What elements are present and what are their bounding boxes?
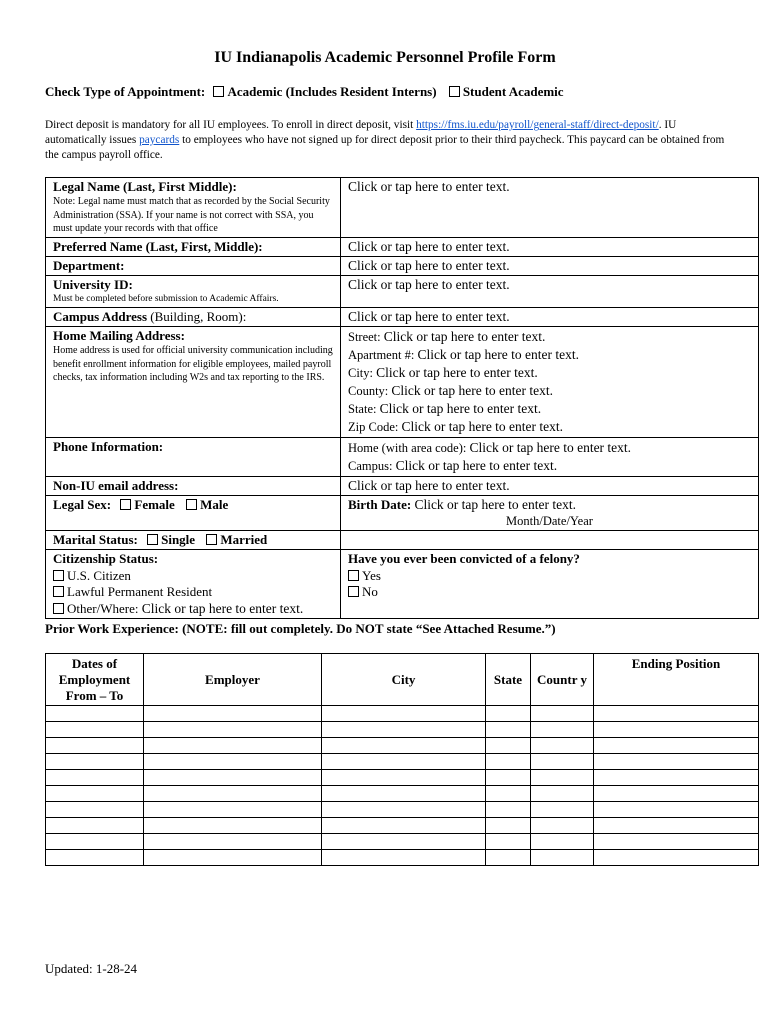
work-cell[interactable] bbox=[486, 818, 531, 834]
city-input[interactable]: Click or tap here to enter text. bbox=[376, 365, 538, 380]
email-row bbox=[46, 477, 759, 496]
work-cell[interactable] bbox=[594, 850, 759, 866]
felony-yes-label: Yes bbox=[362, 567, 381, 583]
legal-name-row bbox=[46, 178, 759, 238]
work-cell[interactable] bbox=[322, 802, 486, 818]
other-input[interactable]: Click or tap here to enter text. bbox=[141, 600, 304, 616]
phone-row bbox=[46, 438, 759, 477]
phone-label: Phone Information: bbox=[46, 438, 341, 477]
married-label: Married bbox=[220, 532, 268, 547]
marital-label: Marital Status: bbox=[53, 532, 138, 547]
work-cell[interactable] bbox=[531, 738, 594, 754]
citizenship-row bbox=[46, 550, 759, 619]
table-row bbox=[46, 786, 759, 802]
work-cell[interactable] bbox=[144, 802, 322, 818]
apartment-input[interactable]: Click or tap here to enter text. bbox=[417, 347, 580, 362]
table-row bbox=[46, 770, 759, 786]
university-id-input[interactable]: Click or tap here to enter text. bbox=[348, 276, 510, 292]
legal-name-note: Note: Legal name must match that as recorded by the Social Security Administration (SSA). If your name is not correct with SSA, you must update your records with that office bbox=[53, 196, 330, 234]
married-checkbox[interactable] bbox=[206, 534, 217, 545]
preferred-name-label: Preferred Name (Last, First, Middle): bbox=[46, 237, 341, 256]
work-cell[interactable] bbox=[486, 786, 531, 802]
direct-deposit-link[interactable]: https://fms.iu.edu/payroll/general-staff/direct-deposit/ bbox=[416, 119, 659, 131]
sex-birth-row bbox=[46, 496, 759, 531]
department-input[interactable]: Click or tap here to enter text. bbox=[348, 257, 510, 273]
legal-name-label: Legal Name (Last, First Middle): bbox=[53, 179, 237, 194]
work-cell[interactable] bbox=[594, 754, 759, 770]
work-cell[interactable] bbox=[594, 818, 759, 834]
deposit-text-3: to employees who have not signed up for direct deposit prior to their third paycheck. This paycard can be obtained from the campus payroll office. bbox=[45, 134, 725, 161]
deposit-text-1: Direct deposit is mandatory for all IU employees. To enroll in direct deposit, visit bbox=[45, 119, 417, 131]
felony-no-checkbox[interactable] bbox=[348, 586, 359, 597]
male-label: Male bbox=[200, 497, 229, 512]
campus-phone-label: Campus: bbox=[348, 459, 396, 473]
student-academic-option-label: Student Academic bbox=[462, 84, 564, 99]
marital-empty-cell bbox=[341, 531, 759, 550]
updated-date: Updated: 1-28-24 bbox=[45, 961, 138, 976]
work-cell[interactable] bbox=[46, 754, 144, 770]
col-state: State bbox=[486, 654, 531, 706]
lpr-checkbox[interactable] bbox=[53, 586, 64, 597]
work-cell[interactable] bbox=[594, 738, 759, 754]
table-row bbox=[46, 850, 759, 866]
university-id-label: University ID: bbox=[53, 276, 133, 292]
work-cell[interactable] bbox=[144, 850, 322, 866]
email-input[interactable]: Click or tap here to enter text. bbox=[348, 478, 510, 493]
work-cell[interactable] bbox=[531, 850, 594, 866]
work-cell[interactable] bbox=[46, 834, 144, 850]
single-label: Single bbox=[161, 532, 196, 547]
city-label: City: bbox=[348, 366, 377, 380]
work-cell[interactable] bbox=[144, 786, 322, 802]
work-cell[interactable] bbox=[531, 818, 594, 834]
legal-sex-label: Legal Sex: bbox=[53, 497, 112, 512]
felony-yes-checkbox[interactable] bbox=[348, 570, 359, 581]
work-cell[interactable] bbox=[531, 722, 594, 738]
work-cell[interactable] bbox=[144, 818, 322, 834]
work-cell[interactable] bbox=[531, 770, 594, 786]
campus-address-input[interactable]: Click or tap here to enter text. bbox=[348, 309, 510, 324]
state-label: State: bbox=[348, 402, 380, 416]
work-cell[interactable] bbox=[46, 770, 144, 786]
lpr-label: Lawful Permanent Resident bbox=[67, 584, 213, 599]
zip-label: Zip Code: bbox=[348, 420, 402, 434]
work-cell[interactable] bbox=[46, 850, 144, 866]
campus-phone-input[interactable]: Click or tap here to enter text. bbox=[395, 458, 558, 473]
street-label: Street: bbox=[348, 330, 384, 344]
work-cell[interactable] bbox=[322, 850, 486, 866]
prior-work-table bbox=[45, 653, 759, 866]
legal-name-input[interactable]: Click or tap here to enter text. bbox=[348, 179, 510, 194]
work-cell[interactable] bbox=[322, 722, 486, 738]
birth-date-input[interactable]: Click or tap here to enter text. bbox=[414, 497, 577, 512]
email-label: Non-IU email address: bbox=[46, 477, 341, 496]
table-row bbox=[46, 722, 759, 738]
work-cell[interactable] bbox=[144, 834, 322, 850]
home-address-note: Home address is used for official university communication including benefit enrollment information for eligible employees, mailed payroll checks, tax information including W2s and tax reporting to the IRS. bbox=[53, 345, 333, 383]
home-phone-input[interactable]: Click or tap here to enter text. bbox=[469, 440, 632, 455]
col-country: Countr y bbox=[531, 654, 594, 706]
work-cell[interactable] bbox=[486, 802, 531, 818]
paycards-link[interactable]: paycards bbox=[139, 134, 180, 146]
work-cell[interactable] bbox=[322, 738, 486, 754]
us-citizen-label: U.S. Citizen bbox=[67, 567, 131, 583]
university-id-note: Must be completed before submission to Academic Affairs. bbox=[53, 293, 279, 304]
table-row bbox=[46, 738, 759, 754]
student-academic-checkbox[interactable] bbox=[449, 86, 460, 97]
work-cell[interactable] bbox=[594, 834, 759, 850]
work-cell[interactable] bbox=[486, 706, 531, 722]
other-label: Other/Where: bbox=[67, 600, 142, 616]
state-input[interactable]: Click or tap here to enter text. bbox=[379, 401, 542, 416]
work-cell[interactable] bbox=[594, 770, 759, 786]
page-title: IU Indianapolis Academic Personnel Profile Form bbox=[214, 49, 556, 66]
work-cell[interactable] bbox=[531, 834, 594, 850]
single-checkbox[interactable] bbox=[147, 534, 158, 545]
birth-date-format: Month/Date/Year bbox=[506, 514, 593, 528]
other-checkbox[interactable] bbox=[53, 603, 64, 614]
work-cell[interactable] bbox=[322, 770, 486, 786]
appointment-type-row bbox=[45, 84, 564, 100]
col-dates: Dates of Employment From – To bbox=[46, 654, 144, 706]
table-row bbox=[46, 802, 759, 818]
academic-checkbox[interactable] bbox=[213, 86, 224, 97]
table-row bbox=[46, 706, 759, 722]
preferred-name-input[interactable]: Click or tap here to enter text. bbox=[348, 238, 510, 254]
col-city: City bbox=[322, 654, 486, 706]
male-checkbox[interactable] bbox=[186, 499, 197, 510]
marital-row bbox=[46, 531, 759, 550]
table-row bbox=[46, 818, 759, 834]
work-cell[interactable] bbox=[486, 850, 531, 866]
work-cell[interactable] bbox=[531, 706, 594, 722]
work-header-row bbox=[46, 654, 759, 706]
county-label: County: bbox=[348, 384, 392, 398]
work-cell[interactable] bbox=[46, 738, 144, 754]
street-input[interactable]: Click or tap here to enter text. bbox=[383, 329, 546, 344]
university-id-row bbox=[46, 275, 759, 308]
work-cell[interactable] bbox=[144, 722, 322, 738]
home-address-row bbox=[46, 327, 759, 438]
work-cell[interactable] bbox=[486, 834, 531, 850]
academic-option-label: Academic (Includes Resident Interns) bbox=[227, 84, 437, 99]
work-cell[interactable] bbox=[322, 786, 486, 802]
citizenship-label: Citizenship Status: bbox=[53, 551, 159, 566]
prior-work-heading: Prior Work Experience: (NOTE: fill out completely. Do NOT state “See Attached Resume.”) bbox=[45, 621, 556, 636]
work-cell[interactable] bbox=[46, 786, 144, 802]
work-cell[interactable] bbox=[46, 802, 144, 818]
work-cell[interactable] bbox=[46, 706, 144, 722]
col-ending-position: Ending Position bbox=[594, 654, 759, 706]
birth-date-label: Birth Date: bbox=[348, 497, 412, 512]
personnel-info-table bbox=[45, 177, 759, 619]
work-cell[interactable] bbox=[144, 706, 322, 722]
campus-address-suffix: (Building, Room): bbox=[147, 309, 247, 324]
felony-question: Have you ever been convicted of a felony? bbox=[348, 551, 580, 566]
work-cell[interactable] bbox=[322, 754, 486, 770]
col-employer: Employer bbox=[144, 654, 322, 706]
county-input[interactable]: Click or tap here to enter text. bbox=[391, 383, 553, 398]
work-cell[interactable] bbox=[594, 802, 759, 818]
campus-address-label: Campus Address bbox=[53, 309, 148, 324]
female-checkbox[interactable] bbox=[120, 499, 131, 510]
zip-input[interactable]: Click or tap here to enter text. bbox=[401, 419, 564, 434]
work-cell[interactable] bbox=[322, 706, 486, 722]
department-label: Department: bbox=[46, 256, 341, 275]
work-cell[interactable] bbox=[531, 786, 594, 802]
work-cell[interactable] bbox=[486, 770, 531, 786]
work-cell[interactable] bbox=[594, 722, 759, 738]
apartment-label: Apartment #: bbox=[348, 348, 418, 362]
table-row bbox=[46, 834, 759, 850]
work-cell[interactable] bbox=[531, 754, 594, 770]
work-cell[interactable] bbox=[486, 738, 531, 754]
home-address-label: Home Mailing Address: bbox=[53, 328, 185, 343]
department-row bbox=[46, 256, 759, 275]
campus-address-row bbox=[46, 308, 759, 327]
work-cell[interactable] bbox=[486, 722, 531, 738]
work-cell[interactable] bbox=[594, 706, 759, 722]
deposit-text-2: . IU automatically issues bbox=[45, 119, 677, 146]
us-citizen-checkbox[interactable] bbox=[53, 570, 64, 581]
work-cell[interactable] bbox=[46, 722, 144, 738]
work-cell[interactable] bbox=[46, 818, 144, 834]
table-row bbox=[46, 754, 759, 770]
work-cell[interactable] bbox=[322, 818, 486, 834]
work-cell[interactable] bbox=[144, 770, 322, 786]
work-cell[interactable] bbox=[531, 802, 594, 818]
home-phone-label: Home (with area code): bbox=[348, 441, 470, 455]
work-cell[interactable] bbox=[144, 754, 322, 770]
work-cell[interactable] bbox=[594, 786, 759, 802]
felony-no-label: No bbox=[362, 584, 378, 599]
work-cell[interactable] bbox=[322, 834, 486, 850]
preferred-name-row bbox=[46, 237, 759, 256]
direct-deposit-notice bbox=[45, 118, 725, 163]
work-cell[interactable] bbox=[144, 738, 322, 754]
female-label: Female bbox=[134, 497, 175, 512]
appointment-type-label: Check Type of Appointment: bbox=[45, 84, 206, 99]
work-cell[interactable] bbox=[486, 754, 531, 770]
